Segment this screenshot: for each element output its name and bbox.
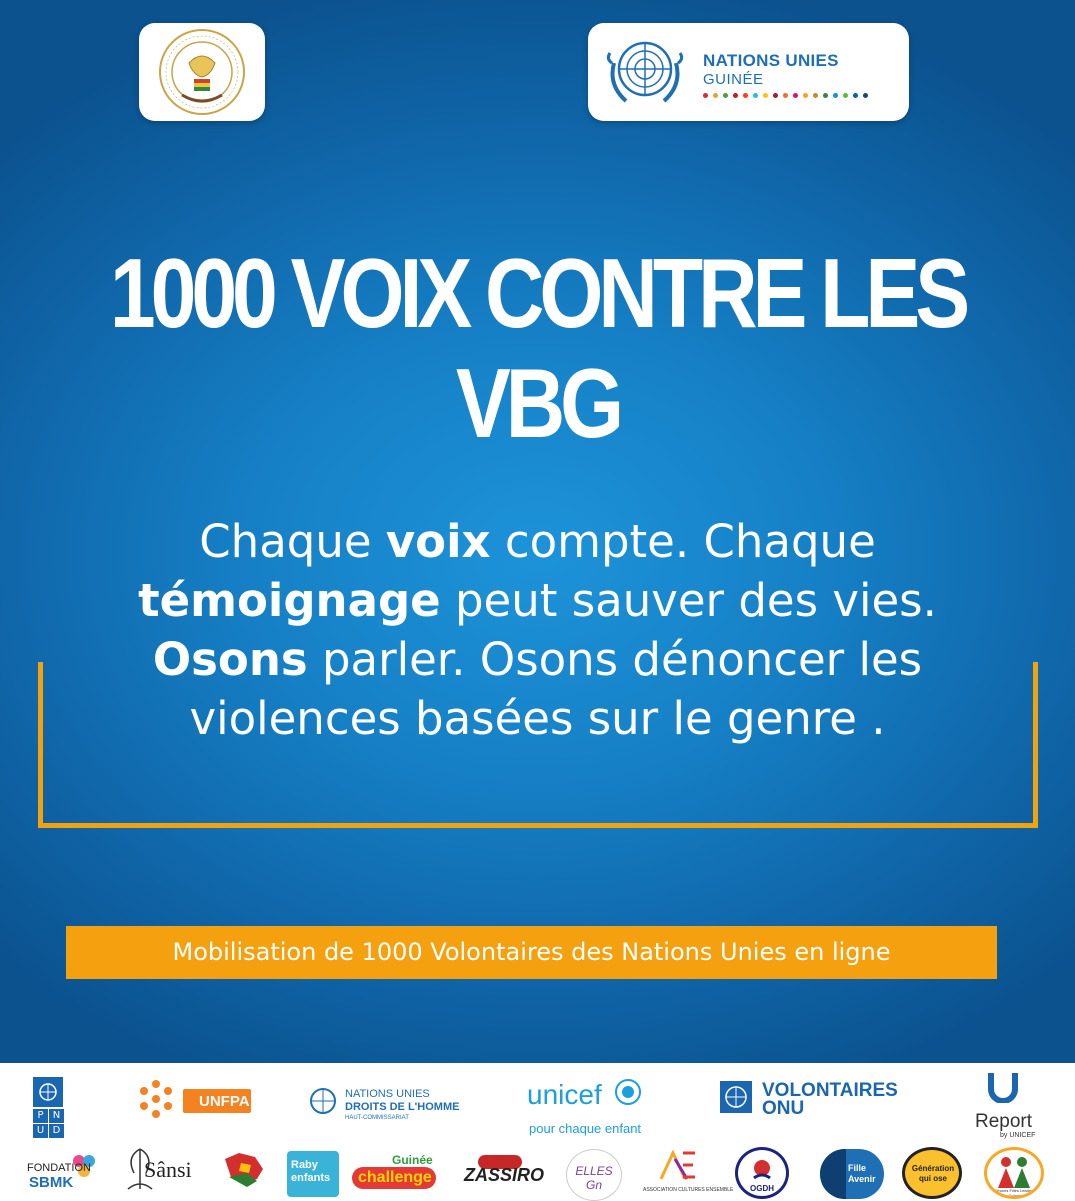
headline: 1000 VOIX CONTRE LES VBG [109, 238, 966, 458]
guinee-challenge-logo [352, 1151, 440, 1197]
ogdh-label: OGDH [750, 1184, 774, 1193]
unv-line-2: ONU [762, 1098, 805, 1119]
ureport-u-icon [988, 1071, 1018, 1103]
ogdh-hands-icon [748, 1156, 776, 1184]
elles-label: ELLES Gn [575, 1164, 613, 1192]
ace-caption: ASSOCIATION CULTURES ENSEMBLE [643, 1187, 734, 1193]
ministry-logo-card [139, 23, 265, 121]
fondation-sbmk-logo [27, 1151, 105, 1195]
jeunes-filles-figures-icon [994, 1154, 1034, 1190]
sdg-color-dots [703, 93, 868, 98]
sbmk-line-1: FONDATION [27, 1162, 91, 1174]
unicef-logo [527, 1077, 651, 1137]
sansi-wordmark: Sânsi [144, 1157, 192, 1182]
guinea-map-association-logo [219, 1149, 269, 1197]
fille-avenir-label: Fille Avenir [848, 1163, 876, 1184]
generation-label: Génération qui ose [911, 1164, 955, 1183]
pnud-logo: P N U D [33, 1077, 63, 1139]
un-emblem-icon [307, 1085, 339, 1117]
sbmk-line-2: SBMK [29, 1174, 74, 1191]
raby-label: Raby enfants [291, 1159, 331, 1184]
ureport-wordmark: Report [975, 1111, 1033, 1132]
unicef-tagline: pour chaque enfant [529, 1121, 642, 1136]
message-line-1: Chaque voix compte. Chaque [199, 515, 876, 568]
unfpa-logo [135, 1077, 255, 1127]
zassiro-logo [462, 1155, 546, 1195]
ogdh-logo [735, 1147, 789, 1199]
zassiro-wordmark: ZASSIRO [464, 1165, 545, 1185]
message-line-3: Osons parler. Osons dénoncer les [152, 633, 923, 686]
guinee-challenge-bottom: challenge [358, 1169, 432, 1186]
un-guinee-logo-card [588, 23, 909, 121]
raby-enfants-logo [287, 1151, 339, 1197]
unicef-wordmark: unicef [527, 1079, 602, 1110]
guinee-challenge-top: Guinée [392, 1153, 433, 1167]
unicef-globe-icon [613, 1077, 643, 1107]
ministry-seal-icon [139, 23, 265, 121]
ace-logo [643, 1149, 734, 1197]
unfpa-dots-icon [135, 1079, 177, 1121]
ureport-logo [972, 1071, 1042, 1141]
un-emblem-icon [596, 23, 694, 121]
jeunes-filles-label: Jeunes Filles Leaders Guinée [995, 1188, 1035, 1198]
un-emblem-icon [723, 1084, 749, 1110]
mobilisation-banner [66, 926, 997, 979]
message-line-4: violences basées sur le genre . [189, 692, 886, 745]
unv-logo [720, 1081, 920, 1121]
sansi-logo [120, 1147, 204, 1197]
generation-qui-ose-logo [902, 1147, 962, 1199]
ohchr-logo [307, 1083, 467, 1127]
banner-text: Mobilisation de 1000 Volontaires des Nations Unies en ligne [172, 938, 891, 966]
elles-gn-logo [566, 1149, 622, 1201]
ohchr-line-1: NATIONS UNIES [345, 1088, 430, 1100]
ohchr-line-3: HAUT-COMMISSARIAT [345, 1115, 409, 1121]
jeunes-filles-leaders-logo [984, 1147, 1044, 1199]
ace-icon [657, 1149, 701, 1183]
un-guinee-title: NATIONS UNIES [703, 51, 839, 70]
unfpa-label: UNFPA [199, 1093, 250, 1110]
fille-avenir-logo [820, 1149, 884, 1199]
ohchr-line-2: DROITS DE L'HOMME [345, 1101, 460, 1113]
ureport-by: by UNICEF [1000, 1132, 1036, 1139]
un-guinee-subtitle: GUINÉE [703, 71, 764, 88]
campaign-message [40, 512, 1035, 748]
message-line-2: témoignage peut sauver des vies. [138, 574, 937, 627]
guinea-map-icon [219, 1149, 269, 1197]
unv-line-1: VOLONTAIRES [762, 1080, 898, 1101]
partners-strip [0, 1063, 1075, 1200]
un-emblem-icon [37, 1081, 59, 1103]
